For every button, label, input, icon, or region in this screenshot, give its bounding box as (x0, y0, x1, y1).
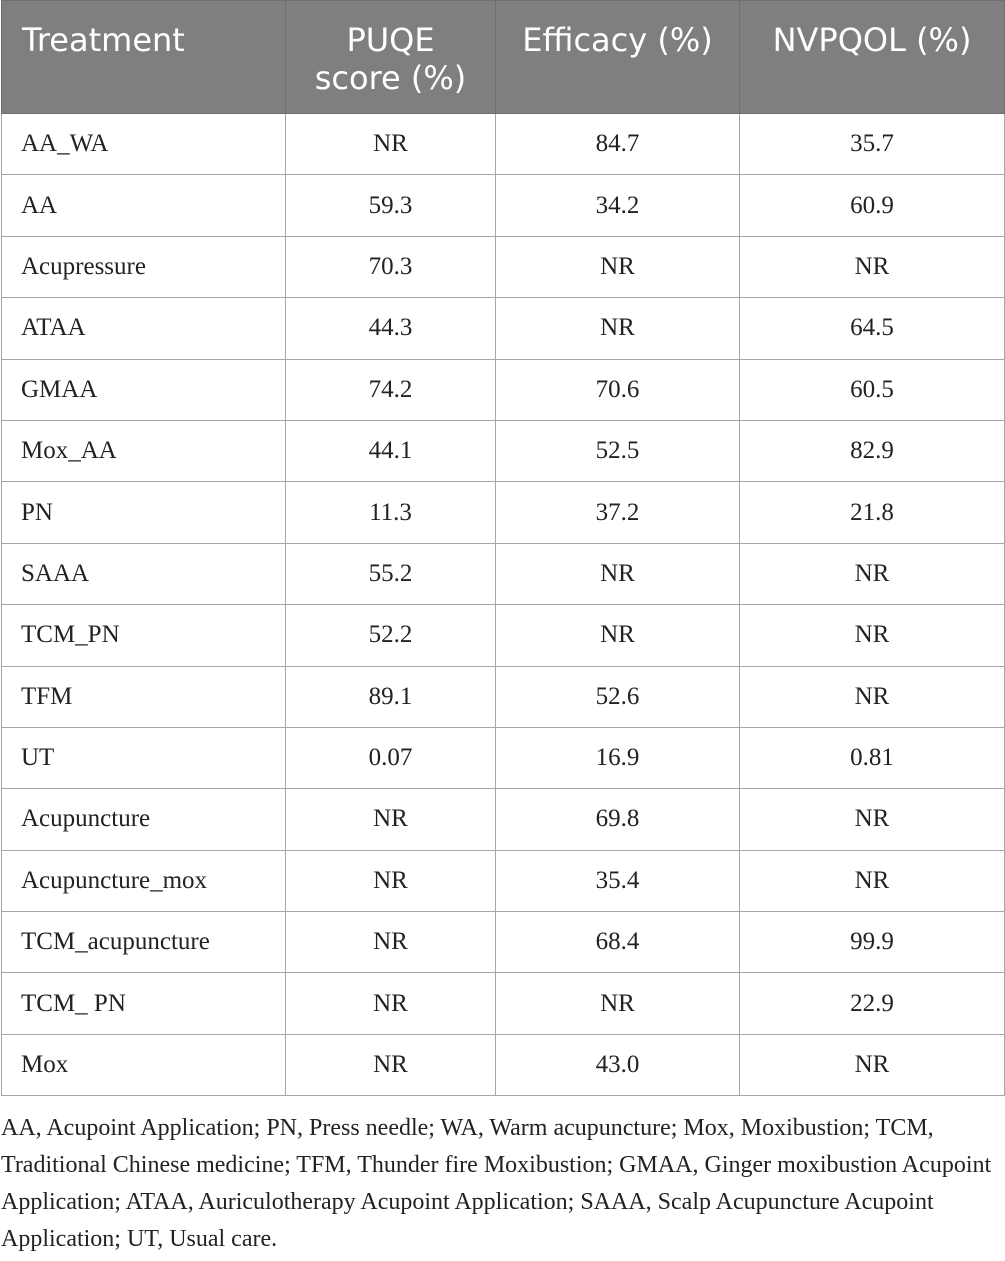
puqe-score-cell: 0.07 (286, 727, 496, 788)
table-header (2, 1, 1005, 114)
table-row (2, 1034, 1005, 1095)
treatment-cell: UT (2, 727, 286, 788)
table-row (2, 236, 1005, 297)
puqe-score-cell: 55.2 (286, 543, 496, 604)
nvpqol-cell: 22.9 (740, 973, 1005, 1034)
efficacy-cell: 37.2 (496, 482, 740, 543)
efficacy-cell: 68.4 (496, 912, 740, 973)
puqe-score-cell: 44.1 (286, 420, 496, 481)
efficacy-cell: 52.6 (496, 666, 740, 727)
puqe-score-cell: NR (286, 912, 496, 973)
nvpqol-cell: 35.7 (740, 114, 1005, 175)
puqe-score-cell: 89.1 (286, 666, 496, 727)
table-row (2, 973, 1005, 1034)
efficacy-cell: 43.0 (496, 1034, 740, 1095)
puqe-score-cell: NR (286, 114, 496, 175)
puqe-score-cell: NR (286, 1034, 496, 1095)
puqe-score-cell: NR (286, 973, 496, 1034)
treatment-cell: AA_WA (2, 114, 286, 175)
treatment-cell: ATAA (2, 298, 286, 359)
table-row (2, 298, 1005, 359)
table-row (2, 543, 1005, 604)
nvpqol-cell: NR (740, 789, 1005, 850)
treatment-cell: GMAA (2, 359, 286, 420)
table-row (2, 605, 1005, 666)
column-header-puqe-score: PUQE score (%) (286, 1, 496, 114)
puqe-score-cell: 44.3 (286, 298, 496, 359)
efficacy-cell: NR (496, 236, 740, 297)
efficacy-cell: 16.9 (496, 727, 740, 788)
column-header-efficacy: Efficacy (%) (496, 1, 740, 114)
treatment-cell: Acupuncture_mox (2, 850, 286, 911)
treatment-cell: PN (2, 482, 286, 543)
puqe-score-cell: 52.2 (286, 605, 496, 666)
nvpqol-cell: 0.81 (740, 727, 1005, 788)
table-row (2, 727, 1005, 788)
treatment-cell: TCM_PN (2, 605, 286, 666)
treatment-cell: TFM (2, 666, 286, 727)
column-header-treatment: Treatment (2, 1, 286, 114)
column-header-nvpqol: NVPQOL (%) (740, 1, 1005, 114)
table-row (2, 912, 1005, 973)
nvpqol-cell: 21.8 (740, 482, 1005, 543)
efficacy-cell: 34.2 (496, 175, 740, 236)
nvpqol-cell: NR (740, 236, 1005, 297)
efficacy-cell: 70.6 (496, 359, 740, 420)
nvpqol-cell: 64.5 (740, 298, 1005, 359)
efficacy-cell: 69.8 (496, 789, 740, 850)
efficacy-cell: 52.5 (496, 420, 740, 481)
nvpqol-cell: NR (740, 666, 1005, 727)
treatment-cell: Mox (2, 1034, 286, 1095)
table-row (2, 666, 1005, 727)
efficacy-cell: 35.4 (496, 850, 740, 911)
nvpqol-cell: NR (740, 605, 1005, 666)
table-row (2, 359, 1005, 420)
nvpqol-cell: 60.9 (740, 175, 1005, 236)
efficacy-cell: NR (496, 298, 740, 359)
results-table (1, 0, 1005, 1096)
efficacy-cell: NR (496, 605, 740, 666)
efficacy-cell: NR (496, 973, 740, 1034)
puqe-score-cell: NR (286, 850, 496, 911)
treatment-cell: AA (2, 175, 286, 236)
puqe-score-cell: 70.3 (286, 236, 496, 297)
table-row (2, 482, 1005, 543)
puqe-score-cell: 74.2 (286, 359, 496, 420)
nvpqol-cell: NR (740, 850, 1005, 911)
treatment-cell: TCM_ PN (2, 973, 286, 1034)
treatment-cell: Mox_AA (2, 420, 286, 481)
nvpqol-cell: NR (740, 543, 1005, 604)
puqe-score-cell: NR (286, 789, 496, 850)
table-row (2, 850, 1005, 911)
treatment-cell: Acupressure (2, 236, 286, 297)
table-footnote: AA, Acupoint Application; PN, Press needle; WA, Warm acupuncture; Mox, Moxibustion; TCM, Traditional Chinese medicine; TFM, Thunder fire Moxibustion; GMAA, Ginger moxibustion Acupoint Application; ATAA, Auriculotherapy Acupoint Application; SAAA, Scalp Acupuncture Acupoint Application; UT, Usual care. (1, 1115, 992, 1252)
efficacy-cell: 84.7 (496, 114, 740, 175)
puqe-score-cell: 59.3 (286, 175, 496, 236)
efficacy-cell: NR (496, 543, 740, 604)
table-row (2, 114, 1005, 175)
nvpqol-cell: 82.9 (740, 420, 1005, 481)
treatment-cell: TCM_acupuncture (2, 912, 286, 973)
table-row (2, 789, 1005, 850)
nvpqol-cell: 60.5 (740, 359, 1005, 420)
treatment-cell: SAAA (2, 543, 286, 604)
table-body (2, 114, 1005, 1096)
nvpqol-cell: 99.9 (740, 912, 1005, 973)
puqe-score-cell: 11.3 (286, 482, 496, 543)
treatment-cell: Acupuncture (2, 789, 286, 850)
header-row (2, 1, 1005, 114)
table-row (2, 175, 1005, 236)
table-row (2, 420, 1005, 481)
nvpqol-cell: NR (740, 1034, 1005, 1095)
